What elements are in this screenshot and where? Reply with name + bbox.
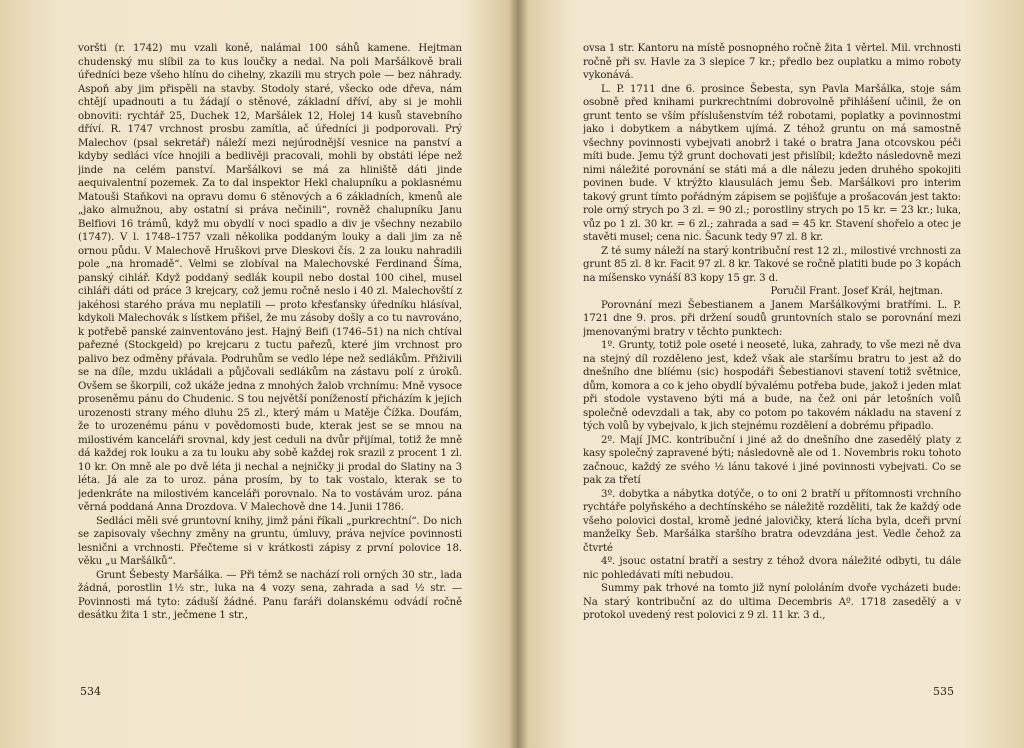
right-page-text <box>583 42 961 623</box>
paragraph: 3º. dobytka a nábytka dotýče, o to oni 2 bratří u přítomnosti vrchního rychtáře polyňského a dechtínského se náležitě rozděliti, tak že každý ode všeho polovici dostal, kromě jedné jalovičky, která lícha byla, dceři první manželky Šeb. Maršálka staršího bratra odevzdána jest. Vedle čehož za čtvrté <box>583 488 961 554</box>
paragraph: Grunt Šebesty Maršálka. — Při témž se nachází roli orných 30 str., lada žádná, porostlin 1½ str., luka na 4 vozy sena, zahrada a sad ½ str. — Povinnosti má tyto: záduší žádné. Panu faráři dolanskému odvádí ročně desátku žita 1 str., ječmene 1 str., <box>78 569 462 621</box>
paragraph: 1º. Grunty, totiž pole oseté i neoseté, luka, zahrady, to vše mezi ně dva na stejný díl rozdělenо jest, kdež však ale staršímu bratru to jest až do dnešního dne blíému (sic) hospodáři Šebestianovi stavení totiž světnice, dům, komora a co k jeho obydlí bývalému potřeba bude, jakož i jeden mlat při stodole vystaveno býti má a bude, na čež oni pár letošních volů společně odevzdali a tak, aby co potom po takovém nákladu na stavení z tých volů by vybejvalo, k jich stejnému rozdělení a dobrému připadlo. <box>583 340 961 432</box>
paragraph: 2º. Mají JMC. kontribuční i jiné až do dnešního dne zasedělý platy z kasy společný zapravené býti; následovně ale od 1. Novembris roku tohoto začnouc, každý ze svého ½ lánu takové i jiné povinnosti vybejvati. Co se pak za třetí <box>583 434 961 486</box>
paragraph: Z té sumy náleží na starý kontribuční rest 12 zl., milostivé vrchnosti za grunt 85 zl. 8 kr. Facit 97 zl. 8 kr. Takové se ročně platiti bude po 3 kopách na míšensko vynáší 83 kopy 15 gr. 3 d. <box>583 245 961 284</box>
left-page-text <box>78 42 462 623</box>
paragraph: voršti (r. 1742) mu vzali koně, nalámal 100 sáhů kamene. Hejtman chudenský mu slíbil za to kus loučky a nedal. Na poli Maršálkově brali úředníci beze všeho hlínu do cihelny, zkazili mu strych pole — bez náhrady. Aspoň aby jim přispěli na stavby. Stodoly staré, všecko ode dřeva, nám chtějí upadnouti a tu žádají o stěnové, základní dříví, aby si je mohli obnoviti: rychtář 25, Duchek 12, Maršálek 12, Holej 14 kusů stavebního dříví. R. 1747 vrchnost prosbu zamítla, ač úředníci ji podporovali. Prý Malechov (psal sekretář) náleží mezi nejúrodnější vesnice na panství a kdyby sedláci více hnojili a bedlivěji pracovali, mohli by obstáti lépe než jinde na celém panství. Maršálkovi se má za hliniště dáti jinde aequivalentní pozemek. Za to dal inspektor Hekl chalupníku a poklasnému Matouši Staňkovi na opravu domu 6 stěnových a 6 základních, kmenů ale „jako almužnou, aby ostatní si práva nečinili“, rovněž chalupníku Janu Belfiovi 16 trámů, když mu obydlí v noci spadlo a div je všechny nezabilo (1747). V l. 1748–1757 vzali několika poddaným louky a dali jim za ně ornou půdu. V Malechově Hruškovi prve Dleskovi čís. 2 za louku nahradili pole „na hromadě“. Velmi se zlobíval na Malechovské Ferdinand Šíma, panský cihlář. Když poddaný sedlák koupil nebo dostal 100 cihel, musel cihláři dáti od práce 3 krejcary, což jemu ročně neslo i 40 zl. Malechovští z jakéhosi starého práva mu neplatili — proto křesťansky úředníku hlásíval, kdykoli Malechovák s lístkem přišel, že mu zásoby došly a co tu navrováno, k potřebě panské zainventováno jest. Hajný Beifi (1746–51) na nich chtíval pařezné (Stockgeld) po krejcaru z tuctu pařezů, které jim vrchnost pro palivo bez odměny přávala. Podruhům se vedlo lépe než sedlákům. Přiživili se na díle, mzdu ukládali a půjčovali sedlákům na zástavu polí z úroků. Ovšem se škorpili, což ukáže jedna z mnohých žalob vrchnímu: Mně vysoce proseněmu pánu do Chudenic. S tou největší ponížeností přicházím k jejich urozenosti strany mého dluhu 25 zl., který mám u Matěje Čížka. Doufám, že to urozenému pánu v povědomosti bude, kterak jest se se mnou na milostivém kanceláři srovnal, kdy jest ceduli na dvůr přijímal, totiž že mně dá každej rok louku a za tu louku aby sobě každej rok srazil z procent 1 zl. 10 kr. On mně ale po dvě léta ji nechal a nejničky ji prodal do Slatiny na 3 léta. Já ale za to uroz. pána prosím, by to tak vostalo, kterak se to jedenkráte na milostivém kanceláři porovnalo. Na to vostávám uroz. pána věrná poddaná Anna Drozdova. V Malechově dne 14. Junii 1786. <box>78 43 462 513</box>
right-page <box>583 42 961 702</box>
signature-line: Poručil Frant. Josef Král, hejtman. <box>770 286 943 297</box>
left-page <box>78 42 462 702</box>
paragraph: ovsa 1 str. Kantoru na místě posnopného ročně žita 1 věrtel. Mil. vrchnosti ročně při sv. Havle za 3 slepice 7 kr.; předlo bez ouplatku a mimo roboty vykonává. <box>583 43 961 81</box>
paragraph: 4º. jsouc ostatní bratří a sestry z téhož dvora náležité odbyti, tu dále nic pohledávati míti nebudou. <box>583 556 961 581</box>
paragraph: Porovnání mezi Šebestianem a Janem Maršálkovými bratřími. L. P. 1721 dne 9. pros. při držení soudů gruntovních stalo se porovnání mezi jmenovanými bratry v těchto punktech: <box>583 299 961 338</box>
paragraph: Summy pak trhové na tomto již nyní pololáním dvoře vycházeti bude: Na starý kontribuční az do ultima Decembris Aº. 1718 zasedělý a v protokol uvedený rest polovici z 9 zl. 11 kr. 3 d., <box>583 583 961 621</box>
page-number-right: 535 <box>933 685 954 698</box>
paragraph: L. P. 1711 dne 6. prosince Šebesta, syn Pavla Maršálka, stoje sám osobně před knihami purkrechtními dobrovolně přihlášení učinil, že on grunt tento se vším příslušenstvím též robotami, poplatky a povinnostmi jako i dobytkem a nábytkem ujímá. Z téhož gruntu on má samostně všechny povinnosti vybejvati anobrž i také o bratra Jana otcovskou péči míti bude. Jemu týž grunt dochovati jest přislíbil; kdežto následovně mezi nimi náležité porovnání se státi má a dle nálezu jeden druhého spokojiti povinen bude. V ktrýžto klausulách jemu Šeb. Maršálkovi pro interim takový grunt tímto pořádným zápisem se pojišťuje a prošacován jest takto: role orný strych po 3 zl. = 90 zl.; porostliny strych po 15 kr. = 23 kr.; luka, vůz po 1 zl. 30 kr. = 6 zl.; zahrada a sad = 45 kr. Stavení shořelo a otec je stavěti musel; cena nic. Šacunk tedy 97 zl. 8 kr. <box>583 83 961 243</box>
page-number-left: 534 <box>80 685 101 698</box>
paragraph: Sedláci měli své gruntovní knihy, jimž páni říkali „purkrechtní“. Do nich se zapisovaly všechny změny na gruntu, úmluvy, práva nejvíce povinnosti lesnični a vrchnosti. Přečteme si v krátkosti zápisy z první polovice 18. věku „u Maršálků“. <box>78 515 462 567</box>
